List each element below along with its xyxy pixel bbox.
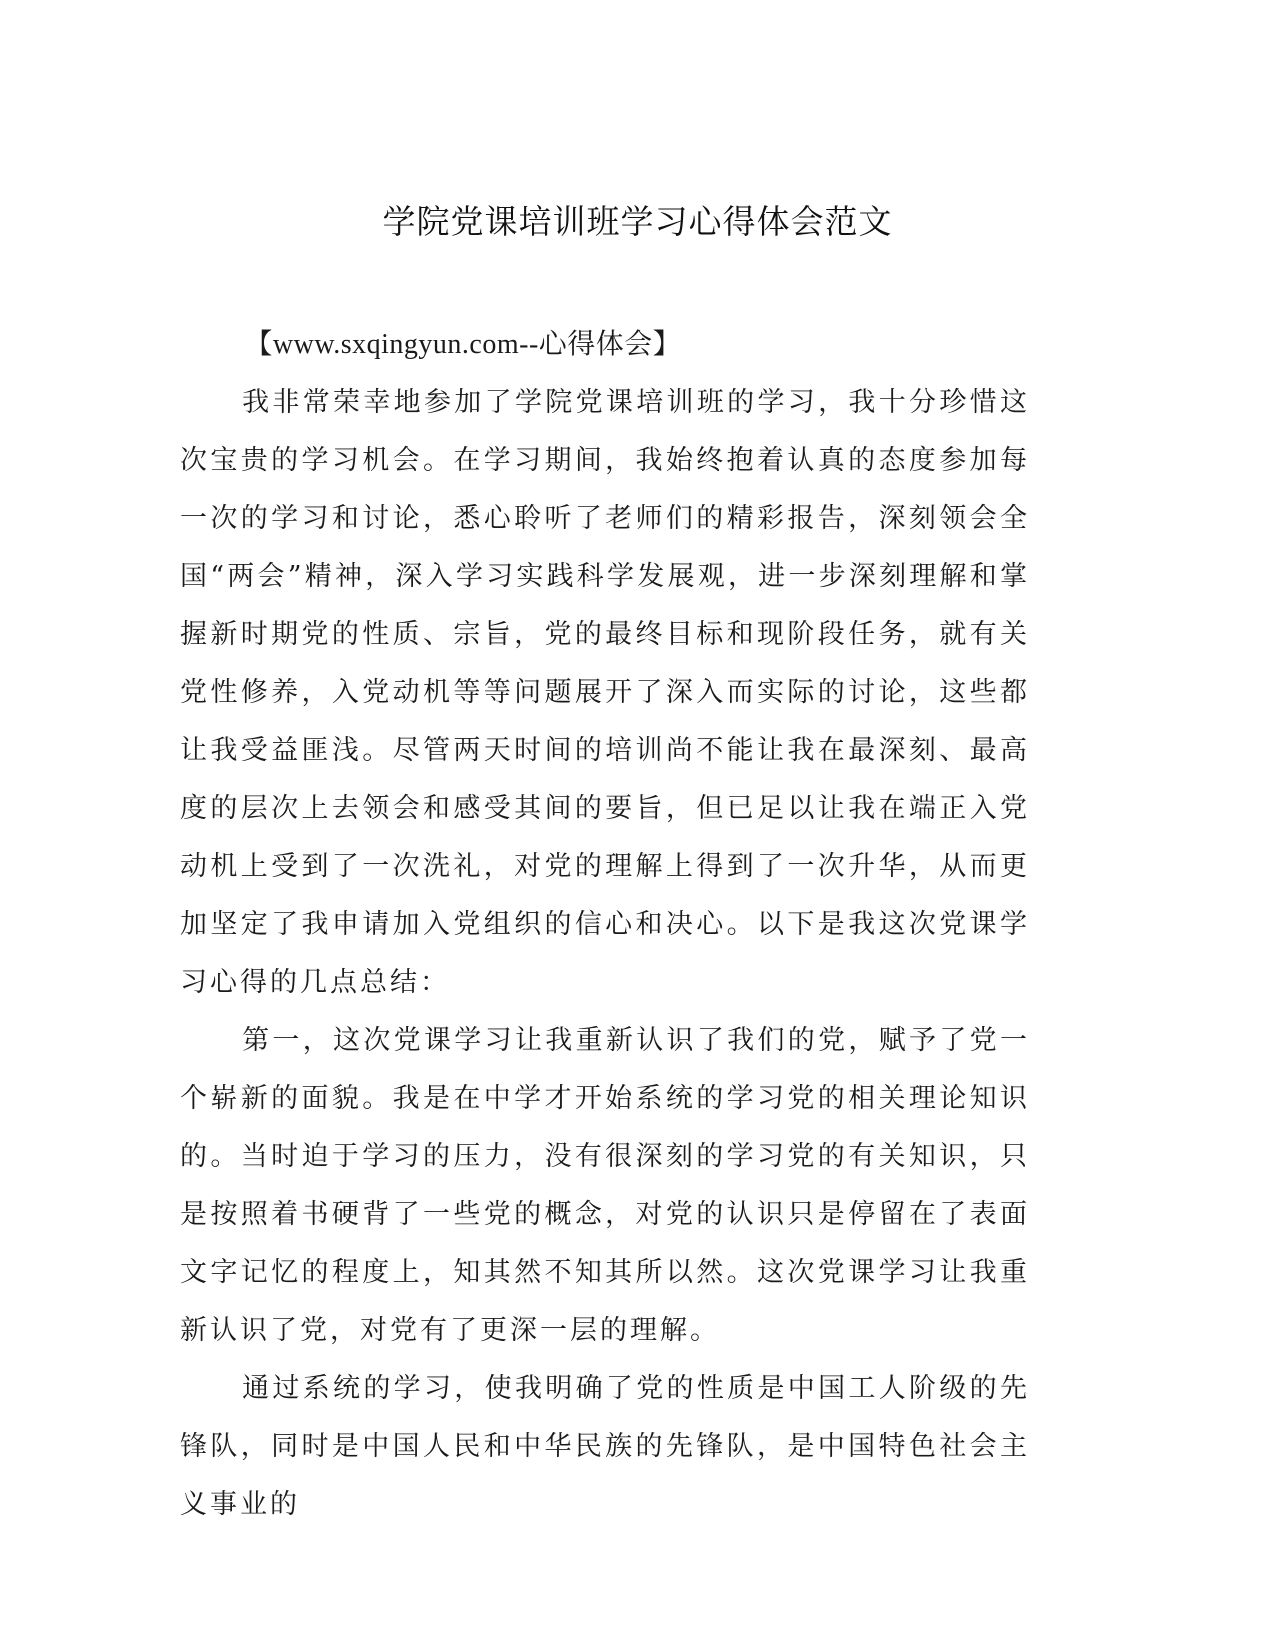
source-line: 【www.sxqingyun.com--心得体会】 — [244, 329, 682, 360]
paragraph-party-nature: 通过系统的学习，使我明确了党的性质是中国工人阶级的先锋队，同时是中国人民和中华民族的先锋队，是中国特色社会主义事业的 — [180, 1373, 1030, 1520]
paragraph-first-point: 第一，这次党课学习让我重新认识了我们的党，赋予了党一个崭新的面貌。我是在中学才开始系统的学习党的相关理论知识的。当时迫于学习的压力，没有很深刻的学习党的有关知识，只是按照着书硬背了一些党的概念，对党的认识只是停留在了表面文字记忆的程度上，知其然不知其所以然。这次党课学习让我重新认识了党，对党有了更深一层的理解。 — [180, 1025, 1030, 1346]
document-title: 学院党课培训班学习心得体会范文 — [382, 202, 893, 241]
paragraph-intro: 我非常荣幸地参加了学院党课培训班的学习，我十分珍惜这次宝贵的学习机会。在学习期间，我始终抱着认真的态度参加每一次的学习和讨论，悉心聆听了老师们的精彩报告，深刻领会全国“两会”精神，深入学习实践科学发展观，进一步深刻理解和掌握新时期党的性质、宗旨，党的最终目标和现阶段任务，就有关党性修养，入党动机等等问题展开了深入而实际的讨论，这些都让我受益匪浅。尽管两天时间的培训尚不能让我在最深刻、最高度的层次上去领会和感受其间的要旨，但已足以让我在端正入党动机上受到了一次洗礼，对党的理解上得到了一次升华，从而更加坚定了我申请加入党组织的信心和决心。以下是我这次党课学习心得的几点总结： — [180, 387, 1030, 998]
document-body — [180, 316, 1030, 1534]
